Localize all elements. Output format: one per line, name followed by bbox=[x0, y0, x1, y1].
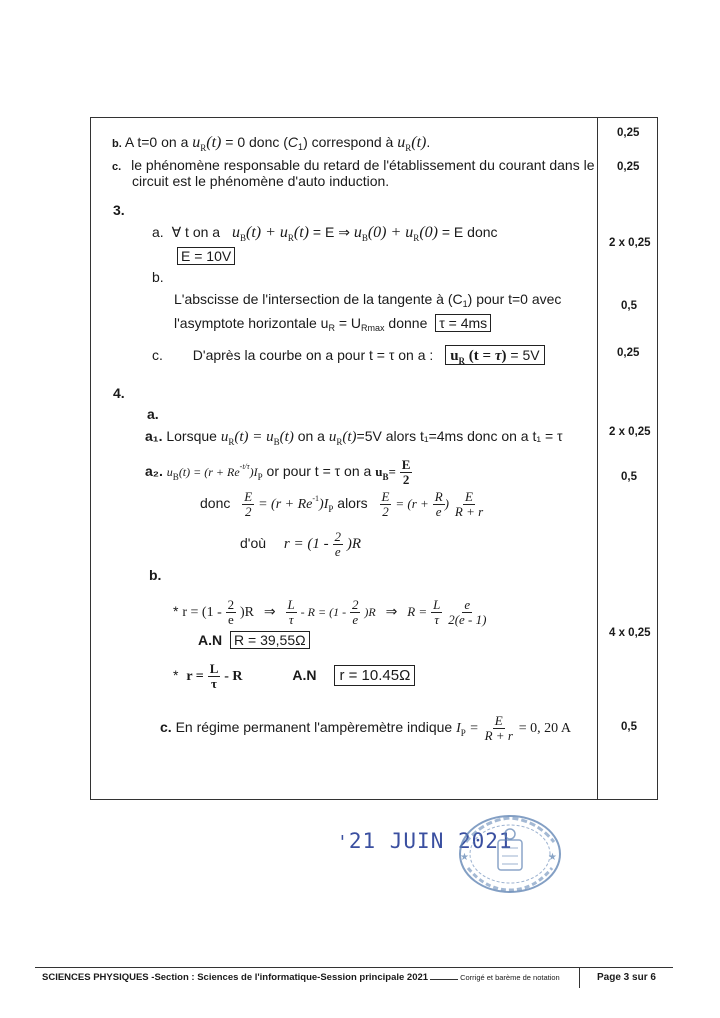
fraction-E-over-Rr: $\frac{E}{R + r}$ bbox=[454, 489, 484, 519]
boxed-result-R: R = 39,55Ω bbox=[230, 631, 310, 649]
text: = 0, 20 A bbox=[518, 721, 572, 737]
item-label: c. bbox=[160, 719, 172, 736]
item-b-line bbox=[112, 133, 430, 153]
text: = E ⇒ bbox=[312, 224, 350, 240]
svg-text:★: ★ bbox=[548, 852, 557, 863]
q4-a-label: a. bbox=[147, 406, 159, 422]
q4-c-line: c. En régime permanent l'ampèremètre indique $I_P$ = $\frac{E}{R + r}$ = 0, 20 A bbox=[160, 713, 572, 743]
text: or pour t = τ on a bbox=[266, 463, 372, 480]
text: donne bbox=[384, 315, 428, 331]
q3-c-line bbox=[152, 346, 545, 366]
page-footer bbox=[35, 967, 673, 990]
fraction-e-over-2e-1: $\frac{e}{2(e - 1)}$ bbox=[448, 597, 487, 627]
footer-left bbox=[42, 972, 560, 983]
formula-uR: $u_R(t)$ bbox=[192, 134, 222, 153]
score-column-divider bbox=[597, 117, 598, 800]
fraction-L-over-tau: $\frac{L}{\tau}$ bbox=[433, 597, 441, 627]
page-number: Page 3 sur 6 bbox=[597, 972, 656, 983]
text: d'où bbox=[240, 535, 267, 552]
fraction-2-over-e: $\frac{2}{e}$ bbox=[334, 529, 342, 559]
formula-r-plus-Re-1: = $(r + Re^{-1})I_P$ bbox=[258, 494, 334, 515]
q4-a2-donc-line: donc $\frac{E}{2}$ = $(r + Re^{-1})I_P$ alors $\frac{E}{2}$ = (r + $\frac{R}{e}$ ) $\frac{E}{R + r}$ bbox=[200, 489, 484, 519]
footer-subject: SCIENCES PHYSIQUES -Section : Sciences de l'informatique-Session principale 2021 bbox=[42, 972, 429, 983]
fraction-2-over-e: $\frac{2}{e}$ bbox=[351, 597, 359, 627]
official-seal-icon bbox=[454, 812, 566, 894]
item-label: b. bbox=[112, 138, 122, 150]
footer-doc-type: Corrigé et barème de notation bbox=[460, 973, 560, 982]
fraction-E-over-Rr: $\frac{E}{R + r}$ bbox=[484, 713, 513, 743]
text: = U bbox=[334, 315, 362, 331]
formula-uB0-plus-uR0: $u_B(0) + u_R(0)$ bbox=[353, 224, 438, 243]
formula-uR-eq-uB: $u_R(t) = u_B(t)$ bbox=[220, 429, 294, 447]
fraction-E-over-2: $\frac{E}{2}$ bbox=[381, 489, 390, 519]
fraction-R-over-e: $\frac{R}{e}$ bbox=[434, 489, 443, 519]
q3-b-line2 bbox=[174, 314, 491, 334]
formula-uB-expression: $u_B(t) = (r + Re^{-t/\tau})I_P$ bbox=[166, 462, 263, 483]
text: ) correspond à bbox=[303, 134, 394, 150]
formula-uB-plus-uR: $u_B(t) + u_R(t)$ bbox=[231, 224, 310, 243]
text: Rmax bbox=[361, 323, 385, 333]
date-stamp-text: 21 JUIN 2021 bbox=[348, 829, 513, 853]
q4-a2-line bbox=[145, 458, 412, 487]
text: = 5V bbox=[510, 347, 540, 363]
text: L'abscisse de l'intersection de la tangente à (C bbox=[174, 291, 463, 307]
item-label: a₁. bbox=[145, 428, 163, 444]
text: alors bbox=[337, 495, 368, 512]
q4-a2-dou-line: d'où r = (1 - $\frac{2}{e}$ )R bbox=[240, 529, 362, 559]
item-label: a₂. bbox=[145, 463, 163, 480]
boxed-result-E: E = 10V bbox=[177, 247, 235, 265]
fraction-E-over-2: $\frac{E}{2}$ bbox=[401, 457, 411, 487]
text: le phénomène responsable du retard de l'établissement du courant dans le bbox=[131, 157, 595, 173]
q4-b-an1-line bbox=[198, 631, 310, 649]
q3-b-line1 bbox=[174, 290, 561, 310]
text: A.N bbox=[292, 667, 317, 684]
text: l'asymptote horizontale u bbox=[174, 315, 329, 331]
text: A.N bbox=[198, 632, 223, 648]
text: ) pour t=0 avec bbox=[467, 291, 562, 307]
score: 0,5 bbox=[621, 300, 637, 312]
text: C bbox=[287, 134, 299, 150]
text: A t=0 on a bbox=[124, 134, 189, 150]
boxed-result-tau: τ = 4ms bbox=[435, 314, 491, 332]
text: ∀ t on a bbox=[171, 224, 221, 240]
q4-b-formula-line: * r = (1 - $\frac{2}{e}$ )R ⇒ $\frac{L}{\tau}$ - R = (1 - $\frac{2}{e}$ )R ⇒ R = $\frac{L}{\tau}$ $\frac{e}{2(e - 1)}$ bbox=[173, 597, 487, 627]
q4-a1-line bbox=[145, 427, 563, 447]
boxed-result-uR-tau: $u_R$ (t = τ) = 5V bbox=[445, 345, 544, 365]
formula-uR: $u_R(t)$ bbox=[328, 429, 357, 447]
svg-text:★: ★ bbox=[460, 852, 469, 863]
text: 1 bbox=[462, 299, 468, 309]
score: 4 x 0,25 bbox=[609, 627, 651, 639]
question-number-3: 3. bbox=[113, 202, 125, 218]
item-label: c. bbox=[152, 347, 163, 363]
text: on a bbox=[297, 428, 325, 444]
score: 2 x 0,25 bbox=[609, 237, 651, 249]
text: =5V alors t₁=4ms donc on a t₁ = τ bbox=[356, 428, 563, 444]
item-label: c. bbox=[112, 161, 122, 173]
fraction-L-over-tau: $\frac{L}{\tau}$ bbox=[209, 661, 219, 691]
score: 0,25 bbox=[617, 161, 640, 173]
score: 0,25 bbox=[617, 347, 640, 359]
score: 0,25 bbox=[617, 127, 640, 139]
question-number-4: 4. bbox=[113, 385, 125, 401]
text: D'après la courbe on a pour t = τ on a : bbox=[192, 347, 434, 363]
formula-r-eq: r = (1 - bbox=[283, 536, 329, 553]
q3-a-line bbox=[152, 223, 498, 243]
fraction-2-over-e: $\frac{2}{e}$ bbox=[227, 597, 235, 627]
fraction-L-over-tau: $\frac{L}{\tau}$ bbox=[287, 597, 295, 627]
text: En régime permanent l'ampèremètre indique bbox=[175, 719, 453, 736]
text: 1 bbox=[298, 142, 304, 152]
q3-a-result bbox=[177, 247, 235, 265]
q4-b-label: b. bbox=[149, 567, 162, 583]
boxed-result-r: r = 10.45Ω bbox=[334, 665, 415, 686]
bullet-star: * bbox=[173, 667, 179, 684]
bullet-star: * bbox=[173, 603, 179, 620]
footer-separator bbox=[579, 968, 580, 988]
fraction-E-over-2: $\frac{E}{2}$ bbox=[244, 489, 253, 519]
date-stamp: '21 JUIN 2021 bbox=[337, 829, 513, 853]
text: = 0 donc ( bbox=[225, 134, 288, 150]
score: 0,5 bbox=[621, 471, 637, 483]
item-label: a. bbox=[152, 224, 164, 240]
q4-b-r-line: * r = $\frac{L}{\tau}$ - R A.N r = 10.45Ω bbox=[173, 662, 415, 691]
formula-uB: $u_B=$ bbox=[375, 464, 396, 483]
text: R bbox=[328, 323, 335, 333]
text: Lorsque bbox=[166, 428, 217, 444]
text: = E donc bbox=[441, 224, 498, 240]
formula-uR: $u_R(t)$ bbox=[397, 134, 427, 153]
score: 0,5 bbox=[621, 721, 637, 733]
score: 2 x 0,25 bbox=[609, 426, 651, 438]
text: donc bbox=[200, 495, 231, 512]
q3-b-label: b. bbox=[152, 269, 164, 285]
item-c-line2: circuit est le phénomène d'auto induction. bbox=[132, 173, 390, 189]
text: . bbox=[426, 134, 431, 150]
